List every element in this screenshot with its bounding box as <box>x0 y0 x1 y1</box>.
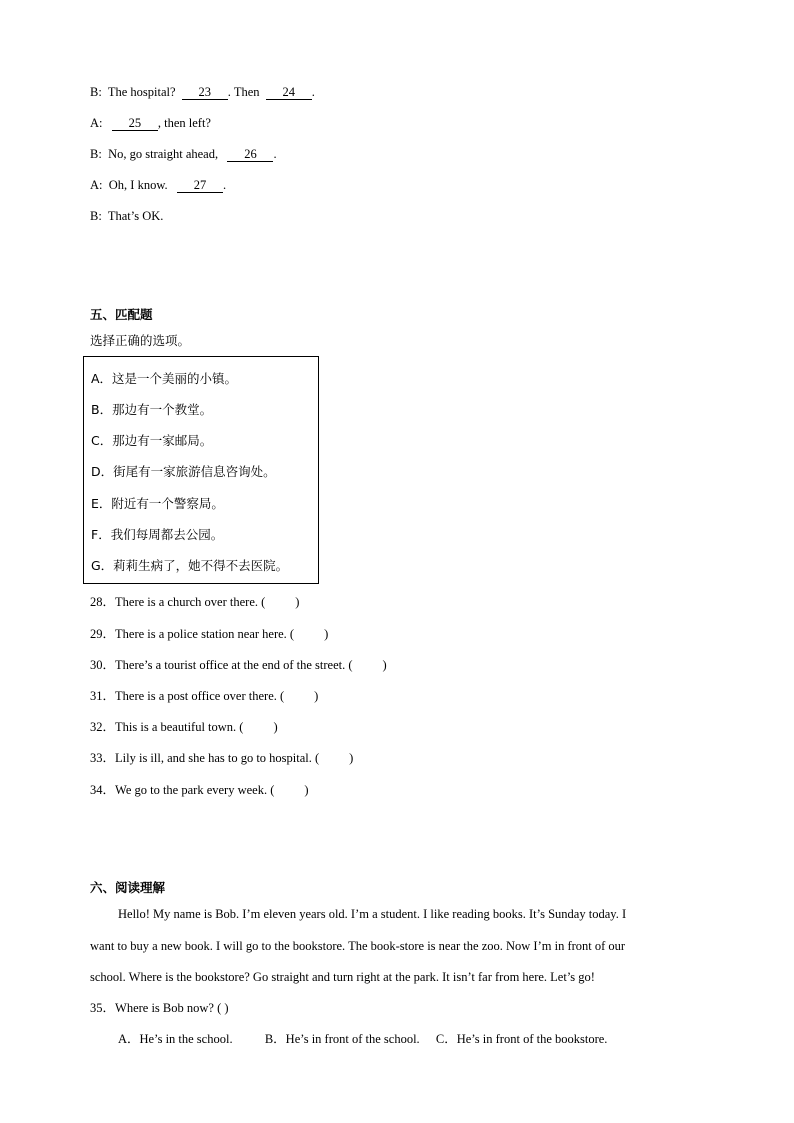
passage-line-2: want to buy a new book. I will go to the bookstore. The book-store is near the zoo. Now I’m in front of our <box>90 939 626 953</box>
question-text: This is a beautiful town. ( <box>115 720 244 734</box>
question-32 <box>90 719 278 735</box>
question-text: There is a church over there. ( <box>115 595 266 609</box>
question-35 <box>90 1000 229 1016</box>
option-e: E．附近有一个警察局。 <box>91 496 224 511</box>
option-g: G．莉莉生病了，她不得不去医院。 <box>91 558 289 573</box>
question-text: There’s a tourist office at the end of the street. ( <box>115 658 353 672</box>
dialogue-line-3 <box>90 146 277 162</box>
question-number: 33． <box>90 751 116 765</box>
passage-line-3: school. Where is the bookstore? Go straight and turn right at the park. It isn’t far from here. Let’s go! <box>90 970 595 984</box>
question-text: There is a post office over there. ( <box>115 689 285 703</box>
speaker: B: <box>90 209 102 223</box>
option-c: C．那边有一家邮局。 <box>91 433 213 448</box>
choice-c[interactable]: C．He’s in front of the bookstore. <box>435 1032 608 1046</box>
dialogue-text: , then left? <box>157 116 211 130</box>
option-f: F．我们每周都去公园。 <box>91 527 224 542</box>
dialogue-text: . <box>311 85 315 99</box>
passage-line-1: Hello! My name is Bob. I’m eleven years old. I’m a student. I like reading books. It’s Sunday today. I <box>118 907 627 921</box>
section-5-title: 五、匹配题 <box>90 307 153 322</box>
question-number: 30． <box>90 658 116 672</box>
speaker: A: <box>90 116 103 130</box>
section-5-instruction: 选择正确的选项。 <box>90 333 191 348</box>
question-number: 28． <box>90 595 116 609</box>
question-number: 35． <box>90 1001 116 1015</box>
option-a: A．这是一个美丽的小镇。 <box>91 371 238 386</box>
dialogue-text: . Then <box>227 85 260 99</box>
option-b: B．那边有一个教堂。 <box>91 402 213 417</box>
blank-23[interactable]: 23 <box>182 85 228 100</box>
choice-a[interactable]: A．He’s in the school. <box>118 1032 233 1046</box>
dialogue-line-4 <box>90 177 226 193</box>
paren-close: ) <box>324 627 329 641</box>
question-28 <box>90 594 299 610</box>
blank-25[interactable]: 25 <box>112 116 158 131</box>
speaker: A: <box>90 178 103 192</box>
dialogue-text: That’s OK. <box>107 209 164 223</box>
question-number: 31． <box>90 689 116 703</box>
dialogue-text: The hospital? <box>107 85 176 99</box>
question-text: Where is Bob now? ( ) <box>115 1001 229 1015</box>
question-number: 32． <box>90 720 116 734</box>
dialogue-text: . <box>223 178 227 192</box>
choice-b[interactable]: B．He’s in front of the school. <box>264 1032 420 1046</box>
dialogue-line-5 <box>90 208 163 224</box>
question-number: 29． <box>90 627 116 641</box>
question-34 <box>90 782 309 798</box>
question-30 <box>90 657 387 673</box>
dialogue-text: . <box>273 147 277 161</box>
speaker: B: <box>90 85 102 99</box>
question-31 <box>90 688 318 704</box>
dialogue-line-2 <box>90 115 211 131</box>
dialogue-text: No, go straight ahead, <box>108 147 219 161</box>
options-box <box>83 356 319 584</box>
question-text: We go to the park every week. ( <box>115 783 275 797</box>
paren-close: ) <box>382 658 387 672</box>
blank-26[interactable]: 26 <box>227 147 273 162</box>
speaker: B: <box>90 147 102 161</box>
section-6-title: 六、阅读理解 <box>90 880 166 895</box>
question-number: 34． <box>90 783 116 797</box>
question-text: Lily is ill, and she has to go to hospital. ( <box>115 751 320 765</box>
dialogue-text: Oh, I know. <box>108 178 168 192</box>
question-text: There is a police station near here. ( <box>115 627 295 641</box>
paren-close: ) <box>273 720 278 734</box>
blank-27[interactable]: 27 <box>177 178 223 193</box>
paren-close: ) <box>304 783 309 797</box>
dialogue-line-1 <box>90 84 315 100</box>
question-29 <box>90 626 328 642</box>
question-35-options <box>118 1031 607 1047</box>
paren-close: ) <box>314 689 319 703</box>
paren-close: ) <box>349 751 354 765</box>
question-33 <box>90 750 353 766</box>
option-d: D．街尾有一家旅游信息咨询处。 <box>91 464 276 479</box>
blank-24[interactable]: 24 <box>266 85 312 100</box>
paren-close: ) <box>295 595 300 609</box>
